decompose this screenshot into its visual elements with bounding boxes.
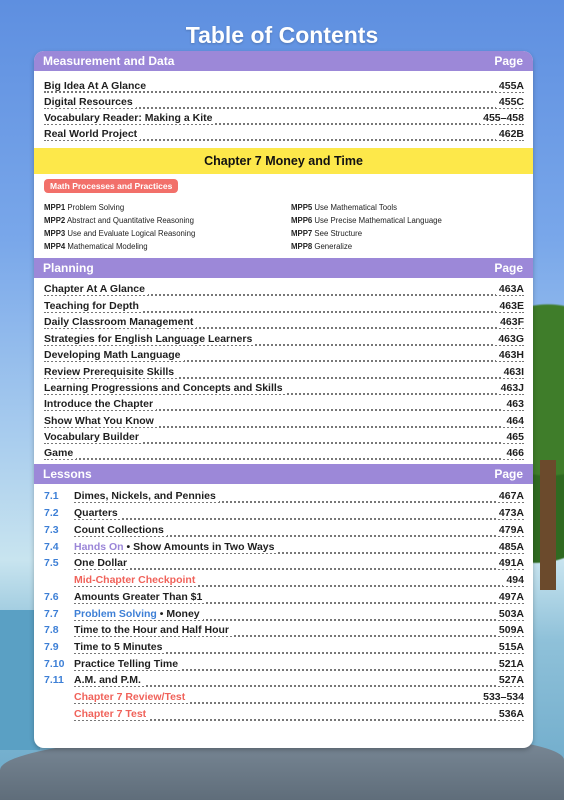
leader-dots — [74, 506, 524, 520]
leader-dots — [44, 446, 524, 460]
entry-title: Chapter At A Glance — [44, 283, 148, 295]
lesson-entry[interactable] — [44, 506, 524, 522]
lesson-page: 509A — [496, 624, 524, 636]
lesson-title: Hands On • Show Amounts in Two Ways — [74, 541, 277, 553]
lesson-page: 503A — [496, 608, 524, 620]
lesson-entry[interactable] — [44, 607, 524, 623]
page-column-label: Page — [494, 261, 523, 275]
mpp-item: MPP5 Use Mathematical Tools — [291, 203, 398, 212]
lesson-title: Problem Solving • Money — [74, 608, 203, 620]
lesson-number: 7.8 — [44, 624, 59, 636]
entry-title: Developing Math Language — [44, 349, 184, 361]
lesson-page: 467A — [496, 490, 524, 502]
lesson-entry[interactable] — [44, 657, 524, 673]
toc-entry[interactable] — [44, 397, 524, 413]
entry-title: Show What You Know — [44, 415, 157, 427]
entry-title: Big Idea At A Glance — [44, 80, 149, 92]
lesson-title: Count Collections — [74, 524, 167, 536]
entry-page: 455–458 — [480, 112, 524, 124]
page-column-label: Page — [494, 54, 523, 68]
entry-title: Strategies for English Language Learners — [44, 333, 255, 345]
mpp-item: MPP7 See Structure — [291, 229, 363, 238]
lesson-page: 515A — [496, 641, 524, 653]
toc-entry[interactable] — [44, 414, 524, 430]
lesson-page: 497A — [496, 591, 524, 603]
toc-entry[interactable] — [44, 95, 524, 111]
leader-dots — [44, 79, 524, 93]
page-column-label: Page — [494, 467, 523, 481]
lesson-number: 7.4 — [44, 541, 59, 553]
entry-title: Learning Progressions and Concepts and Skills — [44, 382, 286, 394]
entry-page: 463J — [498, 382, 524, 394]
toc-entry[interactable] — [44, 430, 524, 446]
mpp-item: MPP6 Use Precise Mathematical Language — [291, 216, 442, 225]
lesson-entry[interactable] — [44, 590, 524, 606]
lesson-title: Time to the Hour and Half Hour — [74, 624, 232, 636]
lesson-entry[interactable] — [44, 707, 524, 723]
lesson-page: 479A — [496, 524, 524, 536]
entry-page: 464 — [503, 415, 524, 427]
lesson-title: Practice Telling Time — [74, 658, 181, 670]
lesson-number: 7.9 — [44, 641, 59, 653]
lesson-page: 494 — [503, 574, 524, 586]
mpp-item: MPP1 Problem Solving — [44, 203, 125, 212]
lesson-entry[interactable] — [44, 540, 524, 556]
lesson-title: Mid-Chapter Checkpoint — [74, 574, 198, 586]
contents-panel — [34, 51, 533, 748]
lesson-title: Chapter 7 Test — [74, 708, 149, 720]
lesson-title: Time to 5 Minutes — [74, 641, 166, 653]
lesson-number: 7.5 — [44, 557, 59, 569]
lesson-entry[interactable] — [44, 673, 524, 689]
lesson-title: Dimes, Nickels, and Pennies — [74, 490, 219, 502]
leader-dots — [74, 556, 524, 570]
page-title: Table of Contents — [185, 22, 379, 48]
entry-page: 463E — [496, 300, 524, 312]
entry-page: 455A — [496, 80, 524, 92]
toc-entry[interactable] — [44, 365, 524, 381]
lesson-number: 7.1 — [44, 490, 59, 502]
lesson-number: 7.2 — [44, 507, 59, 519]
lesson-page: 536A — [496, 708, 524, 720]
chapter-banner: Chapter 7 Money and Time — [34, 148, 533, 174]
lesson-prefix: Problem Solving — [74, 608, 157, 620]
entry-title: Review Prerequisite Skills — [44, 366, 177, 378]
lesson-page: 485A — [496, 541, 524, 553]
lesson-title: Quarters — [74, 507, 121, 519]
lesson-title: One Dollar — [74, 557, 130, 569]
lesson-entry[interactable] — [44, 573, 524, 589]
lesson-title: Amounts Greater Than $1 — [74, 591, 205, 603]
lesson-number: 7.10 — [44, 658, 65, 670]
lesson-entry[interactable] — [44, 640, 524, 656]
toc-entry[interactable] — [44, 111, 524, 127]
entry-page: 466 — [503, 447, 524, 459]
section-title: Lessons — [43, 467, 92, 481]
section-header-measurement — [34, 51, 533, 71]
mpp-item: MPP2 Abstract and Quantitative Reasoning — [44, 216, 194, 225]
entry-page: 463I — [501, 366, 524, 378]
toc-entry[interactable] — [44, 299, 524, 315]
lesson-number: 7.3 — [44, 524, 59, 536]
mpp-item: MPP3 Use and Evaluate Logical Reasoning — [44, 229, 196, 238]
lesson-entry[interactable] — [44, 623, 524, 639]
lesson-entry[interactable] — [44, 489, 524, 505]
entry-page: 462B — [496, 128, 524, 140]
section-title: Measurement and Data — [43, 54, 175, 68]
lesson-number: 7.7 — [44, 608, 59, 620]
lesson-title: A.M. and P.M. — [74, 674, 144, 686]
toc-entry[interactable] — [44, 282, 524, 298]
background-tree-trunk — [540, 460, 556, 590]
entry-title: Teaching for Depth — [44, 300, 142, 312]
lesson-page: 473A — [496, 507, 524, 519]
lesson-prefix: Hands On — [74, 541, 124, 553]
toc-entry[interactable] — [44, 315, 524, 331]
lesson-entry[interactable] — [44, 556, 524, 572]
entry-page: 455C — [496, 96, 524, 108]
toc-entry[interactable] — [44, 348, 524, 364]
toc-entry[interactable] — [44, 79, 524, 95]
lesson-page: 521A — [496, 658, 524, 670]
entry-title: Game — [44, 447, 76, 459]
entry-title: Vocabulary Builder — [44, 431, 142, 443]
toc-entry[interactable] — [44, 381, 524, 397]
toc-entry[interactable] — [44, 127, 524, 143]
lesson-entry[interactable] — [44, 523, 524, 539]
lesson-title: Chapter 7 Review/Test — [74, 691, 188, 703]
entry-page: 463F — [497, 316, 524, 328]
entry-title: Introduce the Chapter — [44, 398, 156, 410]
lesson-page: 527A — [496, 674, 524, 686]
entry-title: Real World Project — [44, 128, 140, 140]
entry-title: Vocabulary Reader: Making a Kite — [44, 112, 215, 124]
toc-entry[interactable] — [44, 446, 524, 462]
lesson-page: 491A — [496, 557, 524, 569]
mpp-badge: Math Processes and Practices — [44, 179, 178, 193]
entry-page: 465 — [503, 431, 524, 443]
entry-page: 463 — [503, 398, 524, 410]
section-header-planning — [34, 258, 533, 278]
entry-page: 463G — [495, 333, 524, 345]
entry-title: Digital Resources — [44, 96, 136, 108]
section-header-lessons — [34, 464, 533, 484]
lesson-number: 7.11 — [44, 674, 64, 686]
lesson-entry[interactable] — [44, 690, 524, 706]
lesson-number: 7.6 — [44, 591, 59, 603]
mpp-item: MPP4 Mathematical Modeling — [44, 242, 148, 251]
section-title: Planning — [43, 261, 94, 275]
lesson-page: 533–534 — [480, 691, 524, 703]
mpp-item: MPP8 Generalize — [291, 242, 353, 251]
entry-page: 463A — [496, 283, 524, 295]
entry-title: Daily Classroom Management — [44, 316, 196, 328]
entry-page: 463H — [496, 349, 524, 361]
toc-entry[interactable] — [44, 332, 524, 348]
